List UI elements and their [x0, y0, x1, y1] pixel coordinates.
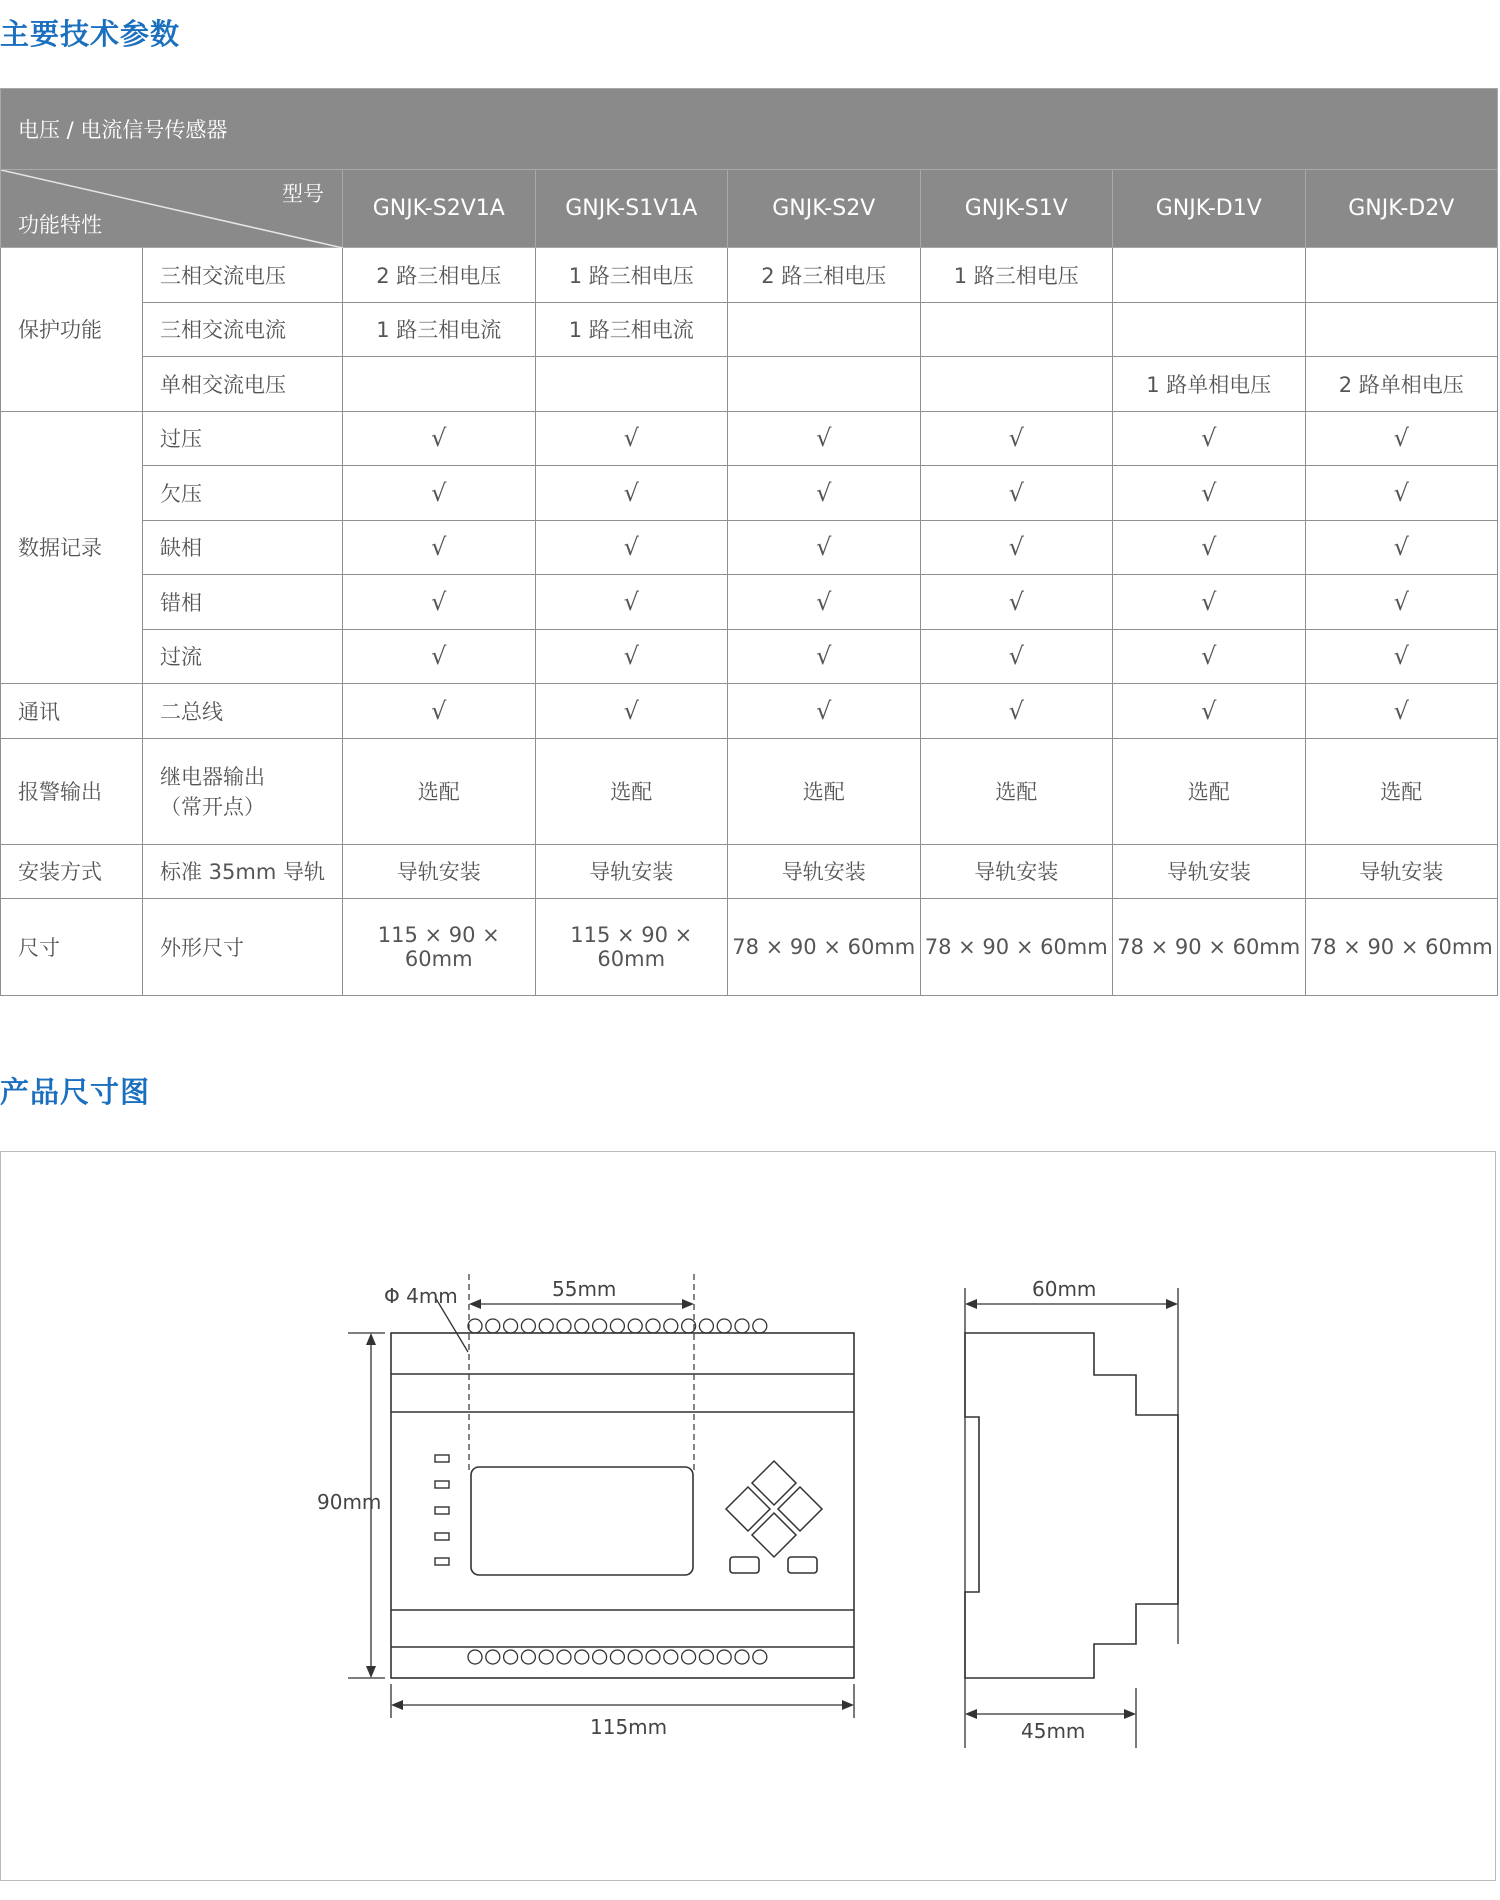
check-cell: √ — [920, 411, 1113, 466]
value-cell: 2 路三相电压 — [343, 248, 536, 303]
table-caption-row — [1, 89, 1498, 170]
feature-label-line2: （常开点） — [160, 795, 265, 819]
check-cell: √ — [1113, 629, 1306, 684]
corner-feature-label: 功能特性 — [18, 213, 102, 237]
model-header: GNJK-S1V1A — [535, 170, 728, 248]
terminal-hole — [521, 1650, 535, 1664]
terminal-hole — [557, 1650, 571, 1664]
check-cell: √ — [535, 520, 728, 575]
check-cell: √ — [728, 684, 921, 739]
table-row — [1, 575, 1498, 630]
check-cell: √ — [728, 575, 921, 630]
value-cell: 2 路单相电压 — [1305, 357, 1498, 412]
check-cell: √ — [1305, 411, 1498, 466]
terminal-hole — [735, 1319, 749, 1333]
terminal-hole — [486, 1650, 500, 1664]
value-cell — [920, 357, 1113, 412]
model-header: GNJK-S2V — [728, 170, 921, 248]
check-cell: √ — [1113, 411, 1306, 466]
model-header: GNJK-D2V — [1305, 170, 1498, 248]
function-key-right — [788, 1557, 817, 1573]
check-cell: √ — [920, 629, 1113, 684]
feature-cell — [143, 575, 343, 630]
terminal-hole — [664, 1319, 678, 1333]
value-cell — [1305, 302, 1498, 357]
value-cell — [1113, 248, 1306, 303]
dimension-drawing — [0, 1151, 1496, 1881]
display-window — [471, 1467, 693, 1575]
feature-cell — [143, 466, 343, 521]
value-cell: 115 × 90 × 60mm — [535, 898, 728, 995]
check-cell: √ — [1305, 466, 1498, 521]
value-cell: 导轨安装 — [728, 844, 921, 898]
terminal-hole — [539, 1650, 553, 1664]
category-cell: 尺寸 — [1, 898, 143, 995]
feature-cell — [143, 248, 343, 303]
feature-label: 继电器输出 — [160, 765, 265, 789]
feature-cell — [143, 302, 343, 357]
value-cell: 115 × 90 × 60mm — [343, 898, 536, 995]
table-row — [1, 466, 1498, 521]
check-cell: √ — [535, 466, 728, 521]
model-header: GNJK-S2V1A — [343, 170, 536, 248]
value-cell: 选配 — [1305, 738, 1498, 844]
top-terminal-holes — [468, 1319, 767, 1333]
check-cell: √ — [728, 520, 921, 575]
value-cell: 2 路三相电压 — [728, 248, 921, 303]
value-cell: 1 路单相电压 — [1113, 357, 1306, 412]
feature-cell — [143, 520, 343, 575]
value-cell: 导轨安装 — [343, 844, 536, 898]
terminal-hole — [610, 1319, 624, 1333]
check-cell: √ — [920, 466, 1113, 521]
feature-cell — [143, 357, 343, 412]
rail-width-label: 45mm — [1021, 1719, 1086, 1743]
value-cell: 选配 — [728, 738, 921, 844]
feature-label: 错相 — [160, 590, 202, 615]
indicator-leds — [435, 1455, 449, 1565]
height-label: 90mm — [317, 1490, 382, 1514]
terminal-hole — [539, 1319, 553, 1333]
value-cell — [1113, 302, 1306, 357]
terminal-hole — [664, 1650, 678, 1664]
terminal-hole — [735, 1650, 749, 1664]
value-cell: 1 路三相电流 — [535, 302, 728, 357]
table-row — [1, 738, 1498, 844]
feature-cell — [143, 629, 343, 684]
check-cell: √ — [535, 684, 728, 739]
check-cell: √ — [1113, 575, 1306, 630]
feature-cell — [143, 738, 343, 844]
check-cell: √ — [1305, 684, 1498, 739]
nav-keypad — [726, 1461, 822, 1557]
check-cell: √ — [728, 629, 921, 684]
check-cell: √ — [343, 629, 536, 684]
hole-spacing-label: 55mm — [552, 1277, 617, 1301]
table-row — [1, 248, 1498, 303]
value-cell — [728, 302, 921, 357]
check-cell: √ — [343, 520, 536, 575]
value-cell — [343, 357, 536, 412]
check-cell: √ — [1305, 520, 1498, 575]
table-caption: 电压 / 电流信号传感器 — [1, 89, 1498, 170]
check-cell: √ — [1113, 520, 1306, 575]
terminal-hole — [610, 1650, 624, 1664]
check-cell: √ — [1305, 575, 1498, 630]
feature-cell — [143, 898, 343, 995]
check-cell: √ — [1113, 466, 1306, 521]
terminal-hole — [628, 1650, 642, 1664]
value-cell: 78 × 90 × 60mm — [920, 898, 1113, 995]
function-key-left — [730, 1557, 759, 1573]
check-cell: √ — [1305, 629, 1498, 684]
value-cell — [728, 357, 921, 412]
front-view-body — [391, 1333, 854, 1678]
value-cell — [535, 357, 728, 412]
value-cell: 选配 — [1113, 738, 1306, 844]
check-cell: √ — [728, 466, 921, 521]
model-header-row — [1, 170, 1498, 248]
terminal-hole — [521, 1319, 535, 1333]
feature-label: 缺相 — [160, 536, 202, 561]
value-cell: 1 路三相电压 — [535, 248, 728, 303]
terminal-hole — [557, 1319, 571, 1333]
terminal-hole — [575, 1650, 589, 1664]
value-cell: 78 × 90 × 60mm — [1113, 898, 1306, 995]
value-cell: 导轨安装 — [1305, 844, 1498, 898]
terminal-hole — [593, 1319, 607, 1333]
corner-header — [1, 170, 343, 248]
terminal-hole — [717, 1319, 731, 1333]
check-cell: √ — [1113, 684, 1306, 739]
table-row — [1, 411, 1498, 466]
check-cell: √ — [535, 575, 728, 630]
terminal-hole — [753, 1319, 767, 1333]
terminal-hole — [646, 1650, 660, 1664]
terminal-hole — [699, 1650, 713, 1664]
table-row — [1, 629, 1498, 684]
section-title-specs: 主要技术参数 — [0, 17, 181, 51]
table-row — [1, 302, 1498, 357]
side-view-profile — [965, 1333, 1178, 1678]
check-cell: √ — [343, 411, 536, 466]
check-cell: √ — [343, 466, 536, 521]
feature-label: 过流 — [160, 645, 202, 670]
terminal-hole — [717, 1650, 731, 1664]
terminal-hole — [486, 1319, 500, 1333]
model-header: GNJK-D1V — [1113, 170, 1306, 248]
feature-label: 二总线 — [160, 699, 223, 724]
terminal-hole — [646, 1319, 660, 1333]
check-cell: √ — [343, 684, 536, 739]
terminal-hole — [504, 1650, 518, 1664]
category-cell: 保护功能 — [1, 248, 143, 412]
value-cell: 导轨安装 — [1113, 844, 1306, 898]
terminal-hole — [699, 1319, 713, 1333]
corner-model-label: 型号 — [282, 182, 324, 206]
dimension-lines — [348, 1288, 1178, 1748]
table-row — [1, 357, 1498, 412]
table-row — [1, 844, 1498, 898]
table-row — [1, 520, 1498, 575]
check-cell: √ — [535, 411, 728, 466]
table-row — [1, 898, 1498, 995]
terminal-hole — [504, 1319, 518, 1333]
check-cell: √ — [535, 629, 728, 684]
model-header: GNJK-S1V — [920, 170, 1113, 248]
terminal-hole — [753, 1650, 767, 1664]
section-title-dimensions: 产品尺寸图 — [0, 1075, 151, 1109]
check-cell: √ — [920, 520, 1113, 575]
feature-label: 单相交流电压 — [160, 372, 286, 397]
value-cell: 选配 — [343, 738, 536, 844]
value-cell: 78 × 90 × 60mm — [728, 898, 921, 995]
value-cell: 1 路三相电流 — [343, 302, 536, 357]
check-cell: √ — [920, 575, 1113, 630]
table-row — [1, 684, 1498, 739]
bottom-terminal-holes — [468, 1650, 767, 1664]
spec-table — [0, 88, 1498, 996]
terminal-hole — [593, 1650, 607, 1664]
terminal-hole — [468, 1319, 482, 1333]
dimension-drawing-svg — [1, 1152, 1497, 1882]
category-cell: 通讯 — [1, 684, 143, 739]
check-cell: √ — [920, 684, 1113, 739]
value-cell: 导轨安装 — [535, 844, 728, 898]
value-cell — [920, 302, 1113, 357]
category-cell: 安装方式 — [1, 844, 143, 898]
feature-label: 欠压 — [160, 481, 202, 506]
category-cell: 数据记录 — [1, 411, 143, 684]
terminal-hole — [575, 1319, 589, 1333]
check-cell: √ — [343, 575, 536, 630]
value-cell: 78 × 90 × 60mm — [1305, 898, 1498, 995]
value-cell: 1 路三相电压 — [920, 248, 1113, 303]
value-cell: 选配 — [535, 738, 728, 844]
hole-diameter-label: Φ 4mm — [384, 1284, 458, 1308]
width-label: 115mm — [590, 1715, 668, 1739]
feature-label: 标准 35mm 导轨 — [160, 860, 325, 884]
feature-label: 过压 — [160, 427, 202, 452]
category-cell: 报警输出 — [1, 738, 143, 844]
feature-cell — [143, 684, 343, 739]
depth-label: 60mm — [1032, 1277, 1097, 1301]
feature-cell — [143, 844, 343, 898]
value-cell — [1305, 248, 1498, 303]
terminal-hole — [628, 1319, 642, 1333]
terminal-hole — [682, 1650, 696, 1664]
feature-label: 三相交流电流 — [160, 318, 286, 343]
check-cell: √ — [728, 411, 921, 466]
feature-label: 三相交流电压 — [160, 263, 286, 288]
terminal-hole — [468, 1650, 482, 1664]
feature-label: 外形尺寸 — [160, 935, 244, 960]
value-cell: 导轨安装 — [920, 844, 1113, 898]
arrowheads — [366, 1299, 1178, 1719]
feature-cell — [143, 411, 343, 466]
value-cell: 选配 — [920, 738, 1113, 844]
